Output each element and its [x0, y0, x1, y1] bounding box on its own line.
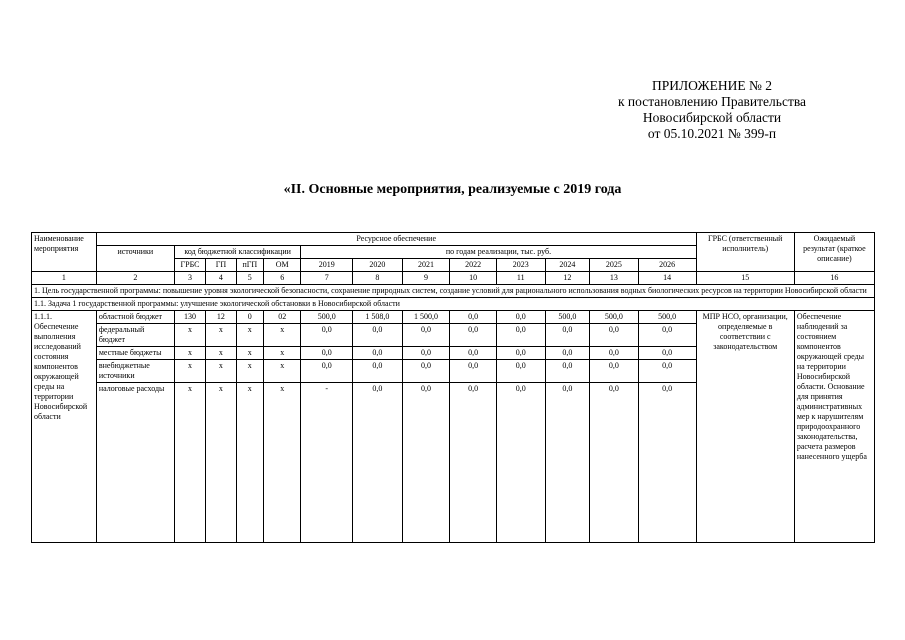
year-value-cell: 0,0 [545, 324, 590, 347]
expected-result: Обеспечение наблюдений за состоянием компонентов окружающей среды на территории Новосибирской области. Основание для принятия административных мер к нарушителям природоохранного законодательства, расчета размеров нанесенного ущерба [794, 311, 874, 543]
year-value-cell: 0,0 [301, 360, 353, 383]
code-cell: х [236, 383, 263, 543]
year-value-cell: 0,0 [496, 311, 545, 324]
column-number: 5 [236, 272, 263, 285]
code-cell: х [206, 347, 236, 360]
year-value-cell: 0,0 [402, 360, 450, 383]
year-value-cell: 0,0 [545, 347, 590, 360]
grbs-executor: МПР НСО, организации, определяемые в соответствии с законодательством [696, 311, 794, 543]
column-number: 9 [402, 272, 450, 285]
header-budget-code: код бюджетной классификации [174, 246, 301, 259]
appendix-line-3: Новосибирской области [642, 110, 782, 125]
year-value-cell: 0,0 [496, 347, 545, 360]
code-cell: х [263, 324, 300, 347]
source-cell: налоговые расходы [96, 383, 174, 543]
column-number: 11 [496, 272, 545, 285]
year-value-cell: 0,0 [353, 347, 403, 360]
appendix-line-2: к постановлению Правительства [617, 94, 807, 109]
code-cell: х [236, 360, 263, 383]
year-value-cell: 0,0 [638, 347, 696, 360]
appendix-line-1: ПРИЛОЖЕНИЕ № 2 [651, 78, 773, 93]
code-cell: х [174, 360, 205, 383]
year-value-cell: 0,0 [450, 311, 497, 324]
year-value-cell: 500,0 [301, 311, 353, 324]
header-expected: Ожидаемый результат (краткое описание) [794, 233, 874, 272]
source-cell: федеральный бюджет [96, 324, 174, 347]
header-grbs-exec: ГРБС (ответственный исполнитель) [696, 233, 794, 272]
header-resources: Ресурсное обеспечение [96, 233, 696, 246]
column-number: 6 [263, 272, 300, 285]
task-row [32, 298, 875, 311]
column-number: 1 [32, 272, 97, 285]
activities-table [31, 232, 875, 543]
goal-row [32, 285, 875, 298]
column-number: 10 [450, 272, 497, 285]
task-text: 1.1. Задача 1 государственной программы: улучшение экологической обстановки в Новосибирской области [32, 298, 875, 311]
header-code-col: пГП [236, 259, 263, 272]
year-value-cell: 0,0 [402, 347, 450, 360]
code-cell: х [236, 324, 263, 347]
goal-text: 1. Цель государственной программы: повышение уровня экологической безопасности, сохранение природных систем, создание условий для рационального использования водных биологических ресурсов на территории Новосибирской области [32, 285, 875, 298]
year-value-cell: 500,0 [545, 311, 590, 324]
code-cell: 0 [236, 311, 263, 324]
column-numbers-row [32, 272, 875, 285]
header-year: 2020 [353, 259, 403, 272]
header-year: 2023 [496, 259, 545, 272]
table-row [32, 311, 875, 324]
year-value-cell: 0,0 [450, 347, 497, 360]
year-value-cell: 0,0 [301, 324, 353, 347]
column-number: 12 [545, 272, 590, 285]
year-value-cell: 0,0 [353, 360, 403, 383]
year-value-cell: 0,0 [301, 347, 353, 360]
year-value-cell: 0,0 [496, 360, 545, 383]
year-value-cell: 0,0 [402, 383, 450, 543]
year-value-cell: - [301, 383, 353, 543]
header-year: 2021 [402, 259, 450, 272]
year-value-cell: 0,0 [496, 383, 545, 543]
code-cell: х [174, 383, 205, 543]
activity-name: 1.1.1. Обеспечение выполнения исследований состояния компонентов окружающей среды на территории Новосибирской области [32, 311, 97, 543]
column-number: 3 [174, 272, 205, 285]
column-number: 16 [794, 272, 874, 285]
year-value-cell: 0,0 [545, 383, 590, 543]
header-year: 2022 [450, 259, 497, 272]
column-number: 4 [206, 272, 236, 285]
year-value-cell: 0,0 [638, 383, 696, 543]
header-by-years: по годам реализации, тыс. руб. [301, 246, 696, 259]
header-code-col: ОМ [263, 259, 300, 272]
column-number: 13 [590, 272, 639, 285]
header-year: 2026 [638, 259, 696, 272]
year-value-cell: 500,0 [590, 311, 639, 324]
year-value-cell: 0,0 [450, 360, 497, 383]
year-value-cell: 1 508,0 [353, 311, 403, 324]
source-cell: внебюджетные источники [96, 360, 174, 383]
source-cell: местные бюджеты [96, 347, 174, 360]
year-value-cell: 0,0 [353, 324, 403, 347]
source-cell: областной бюджет [96, 311, 174, 324]
year-value-cell: 0,0 [450, 324, 497, 347]
code-cell: х [236, 347, 263, 360]
header-year: 2024 [545, 259, 590, 272]
year-value-cell: 500,0 [638, 311, 696, 324]
year-value-cell: 0,0 [590, 383, 639, 543]
year-value-cell: 0,0 [353, 383, 403, 543]
year-value-cell: 0,0 [545, 360, 590, 383]
header-year: 2025 [590, 259, 639, 272]
header-year: 2019 [301, 259, 353, 272]
page-title: «II. Основные мероприятия, реализуемые с 2019 года [283, 182, 622, 197]
code-cell: х [174, 347, 205, 360]
appendix-line-4: от 05.10.2021 № 399-п [647, 126, 777, 141]
year-value-cell: 0,0 [590, 347, 639, 360]
code-cell: х [206, 360, 236, 383]
column-number: 15 [696, 272, 794, 285]
year-value-cell: 0,0 [450, 383, 497, 543]
year-value-cell: 1 500,0 [402, 311, 450, 324]
header-code-col: ГП [206, 259, 236, 272]
code-cell: 130 [174, 311, 205, 324]
code-cell: х [263, 347, 300, 360]
year-value-cell: 0,0 [590, 360, 639, 383]
year-value-cell: 0,0 [638, 324, 696, 347]
column-number: 8 [353, 272, 403, 285]
appendix-header [587, 78, 837, 142]
year-value-cell: 0,0 [590, 324, 639, 347]
column-number: 2 [96, 272, 174, 285]
code-cell: х [263, 360, 300, 383]
column-number: 7 [301, 272, 353, 285]
code-cell: х [174, 324, 205, 347]
year-value-cell: 0,0 [638, 360, 696, 383]
header-code-col: ГРБС [174, 259, 205, 272]
header-sources: источники [96, 246, 174, 272]
code-cell: х [206, 324, 236, 347]
year-value-cell: 0,0 [402, 324, 450, 347]
code-cell: 12 [206, 311, 236, 324]
header-row-1 [32, 233, 875, 246]
column-number: 14 [638, 272, 696, 285]
header-name: Наименование мероприятия [32, 233, 97, 272]
code-cell: х [263, 383, 300, 543]
year-value-cell: 0,0 [496, 324, 545, 347]
code-cell: х [206, 383, 236, 543]
code-cell: 02 [263, 311, 300, 324]
